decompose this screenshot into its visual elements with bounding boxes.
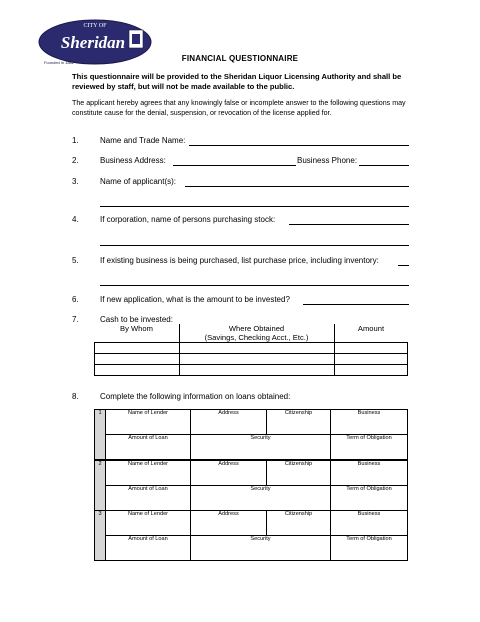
- loan-row-bottom[interactable]: [95, 536, 408, 561]
- purchase-price-field-2[interactable]: [100, 285, 409, 286]
- page-title: FINANCIAL QUESTIONNAIRE: [181, 54, 299, 63]
- city-logo: [33, 16, 161, 76]
- loan-amount-cell[interactable]: Amount of Loan: [106, 536, 191, 561]
- loan-business-cell[interactable]: Business: [331, 461, 408, 486]
- intro-text: This questionnaire will be provided to the Sheridan Liquor Licensing Authority and shall be reviewed by staff, but will not be made available to the public.: [72, 72, 402, 91]
- logo-city-of: CITY OF: [83, 23, 107, 29]
- loan-amount-cell[interactable]: Amount of Loan: [106, 435, 191, 460]
- header-where-obtained: [179, 324, 334, 343]
- question-number: 1.: [72, 136, 79, 145]
- question-number: 2.: [72, 156, 79, 165]
- loan-number: 3: [95, 511, 106, 561]
- applicant-name-field[interactable]: [185, 186, 409, 187]
- question-number: 4.: [72, 215, 79, 224]
- loan-security-cell[interactable]: Security: [191, 486, 331, 511]
- loan-security-cell[interactable]: Security: [191, 435, 331, 460]
- question-text: If existing business is being purchased, list purchase price, including inventory:: [100, 256, 379, 265]
- investment-amount-field[interactable]: [303, 304, 409, 305]
- business-address-field[interactable]: [173, 165, 296, 166]
- loan-lender-cell[interactable]: Name of Lender: [106, 461, 191, 486]
- table-row[interactable]: [95, 343, 408, 354]
- applicant-name-field-2[interactable]: [100, 206, 409, 207]
- loan-table-3: [94, 510, 408, 561]
- header-by-whom: By Whom: [95, 324, 180, 343]
- loan-number: 1: [95, 410, 106, 460]
- loan-table-2: [94, 460, 408, 511]
- question-number: 6.: [72, 295, 79, 304]
- header-amount: Amount: [334, 324, 408, 343]
- loan-business-cell[interactable]: Business: [331, 410, 408, 435]
- question-text: Complete the following information on loans obtained:: [100, 392, 291, 401]
- cash-table: [94, 324, 408, 376]
- question-text: If corporation, name of persons purchasing stock:: [100, 215, 276, 224]
- header-where-obtained-line2: (Savings, Checking Acct., Etc.): [204, 333, 309, 342]
- table-row[interactable]: [95, 365, 408, 376]
- question-text: Name and Trade Name:: [100, 136, 186, 145]
- question-text: If new application, what is the amount to be invested?: [100, 295, 290, 304]
- loan-term-cell[interactable]: Term of Obligation: [331, 435, 408, 460]
- loan-citizenship-cell[interactable]: Citizenship: [267, 410, 331, 435]
- loan-citizenship-cell[interactable]: Citizenship: [267, 511, 331, 536]
- loan-row-top[interactable]: [95, 461, 408, 486]
- question-number: 7.: [72, 315, 79, 324]
- loan-term-cell[interactable]: Term of Obligation: [331, 486, 408, 511]
- business-phone-field[interactable]: [359, 165, 409, 166]
- business-phone-label: Business Phone:: [297, 156, 358, 165]
- loan-security-cell[interactable]: Security: [191, 536, 331, 561]
- logo-founded: Founded in 1882: [43, 60, 75, 65]
- loan-address-cell[interactable]: Address: [191, 410, 267, 435]
- loan-row-bottom[interactable]: [95, 486, 408, 511]
- name-trade-name-field[interactable]: [189, 145, 409, 146]
- question-number: 3.: [72, 177, 79, 186]
- question-text: Name of applicant(s):: [100, 177, 177, 186]
- question-text: Business Address:: [100, 156, 166, 165]
- question-number: 5.: [72, 256, 79, 265]
- loan-row-top[interactable]: [95, 410, 408, 435]
- loan-lender-cell[interactable]: Name of Lender: [106, 410, 191, 435]
- loan-row-top[interactable]: [95, 511, 408, 536]
- logo-name: Sheridan: [60, 33, 126, 52]
- loan-citizenship-cell[interactable]: Citizenship: [267, 461, 331, 486]
- stock-purchasers-field[interactable]: [289, 224, 409, 225]
- loan-table-1: [94, 409, 408, 460]
- cash-table-header: [95, 324, 408, 343]
- question-text: Cash to be invested:: [100, 315, 173, 324]
- loan-number: 2: [95, 461, 106, 511]
- question-number: 8.: [72, 392, 79, 401]
- loan-address-cell[interactable]: Address: [191, 461, 267, 486]
- loan-amount-cell[interactable]: Amount of Loan: [106, 486, 191, 511]
- loan-address-cell[interactable]: Address: [191, 511, 267, 536]
- loan-row-bottom[interactable]: [95, 435, 408, 460]
- agreement-text: The applicant hereby agrees that any knowingly false or incomplete answer to the following questions may constitute cause for the denial, suspension, or revocation of the license applied for.: [72, 99, 406, 117]
- loan-business-cell[interactable]: Business: [331, 511, 408, 536]
- header-where-obtained-line1: Where Obtained: [228, 324, 285, 333]
- loan-lender-cell[interactable]: Name of Lender: [106, 511, 191, 536]
- table-row[interactable]: [95, 354, 408, 365]
- purchase-price-field[interactable]: [398, 265, 409, 266]
- loan-term-cell[interactable]: Term of Obligation: [331, 536, 408, 561]
- stock-purchasers-field-2[interactable]: [100, 245, 409, 246]
